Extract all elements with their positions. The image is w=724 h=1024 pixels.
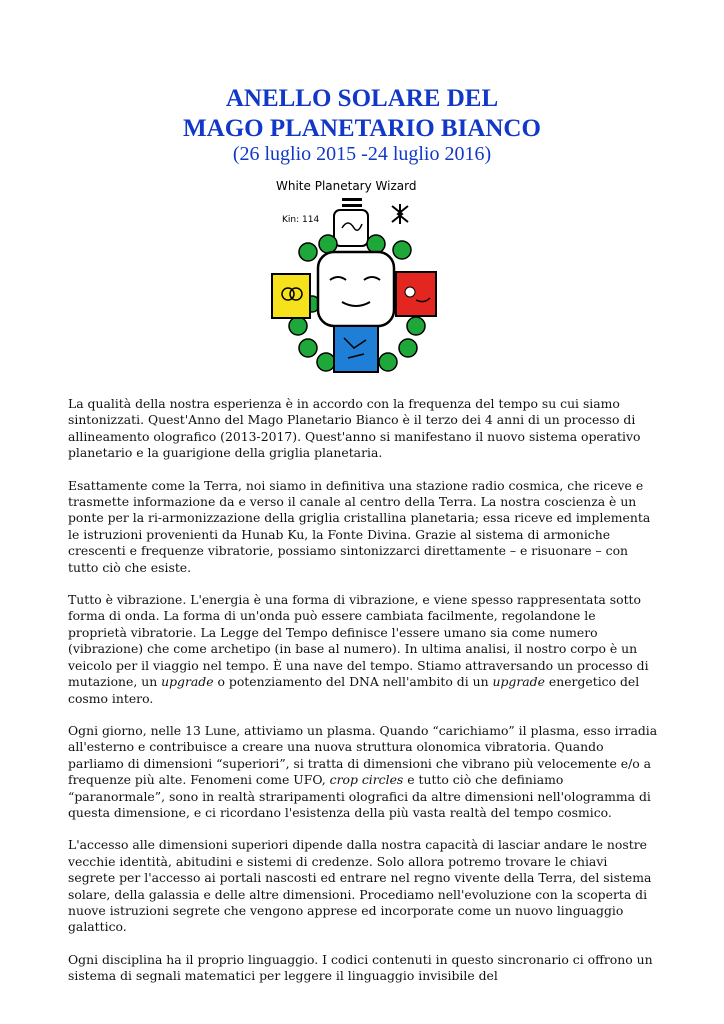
page-title xyxy=(0,84,724,144)
white-planetary-wizard-illustration xyxy=(268,176,450,376)
paragraph-3: Tutto è vibrazione. L'energia è una forma di vibrazione, e viene spesso rappresentata sotto forma di onda. La forma di un'onda può essere cambiata facilmente, regolandone le proprietà vibratorie. La Legge del Tempo definisce l'essere umano sia come numero (vibrazione) che come archetipo (in base al numero). In ultima analisi, il nostro corpo è un veicolo per il viaggio nel tempo. È una nave del tempo. Stiamo attraversando un processo di mutazione, un upgrade o potenziamento del DNA nell'ambito di un upgrade energetico del cosmo intero. xyxy=(68,592,649,706)
kin-number: Kin: 114 xyxy=(282,215,320,225)
blue-glyph xyxy=(334,326,378,372)
date-range-subtitle: (26 luglio 2015 -24 luglio 2016) xyxy=(232,143,492,165)
central-face xyxy=(318,252,394,326)
paragraph-6: Ogni disciplina ha il proprio linguaggio. I codici contenuti in questo sincronario ci offrono un sistema di segnali matematici per leggere il linguaggio invisibile del xyxy=(68,951,653,984)
tone-symbol-icon xyxy=(392,204,408,224)
red-glyph xyxy=(396,272,436,316)
paragraph-1: La qualità della nostra esperienza è in accordo con la frequenza del tempo su cui siamo sintonizzati. Quest'Anno del Mago Planetario Bianco è il terzo dei 4 anni di un processo di allineamento olografico (2013-2017). Quest'anno si manifestano il nuovo sistema operativo planetario e la guarigione della griglia planetaria. xyxy=(68,396,641,461)
wizard-glyph xyxy=(334,210,368,246)
illustration-caption: White Planetary Wizard xyxy=(276,179,417,193)
article-body xyxy=(68,396,658,1001)
title-line-2: MAGO PLANETARIO BIANCO xyxy=(183,115,541,142)
paragraph-5: L'accesso alle dimensioni superiori dipende dalla nostra capacità di lasciar andare le nostre vecchie identità, abitudini e sistemi di credenze. Solo allora potremo trovare le chiavi segrete per l'accesso ai portali nascosti ed entrare nel regno vivente della Terra, del sistema solare, della galassia e delle altre dimensioni. Procediamo nell'evoluzione con la scoperta di nuove istruzioni segrete che vengono apprese ed incorporate come un nuovo linguaggio galattico. xyxy=(68,837,652,935)
title-line-1: ANELLO SOLARE DEL xyxy=(225,85,499,112)
paragraph-2: Esattamente come la Terra, noi siamo in definitiva una stazione radio cosmica, che riceve e trasmette informazione da e verso il canale al centro della Terra. La nostra coscienza è un ponte per la ri-armonizzazione della griglia cristallina planetaria; essa riceve ed implementa le istruzioni provenienti da Hunab Ku, la Fonte Divina. Grazie al sistema di armoniche crescenti e frequenze vibratorie, possiamo sintonizzarci direttamente – e risuonare – con tutto ciò che esiste. xyxy=(68,477,651,575)
paragraph-4: Ogni giorno, nelle 13 Lune, attiviamo un plasma. Quando “carichiamo” il plasma, esso irradia all'esterno e contribuisce a creare una nuova struttura olonomica vibratoria. Quando parliamo di dimensioni “superiori”, si tratta di dimensioni che vibrano più velocemente e/o a frequenze più alte. Fenomeni come UFO, crop circles e tutto ciò che definiamo “paranormale”, sono in realtà straripamenti olografici da altre dimensioni nell'ologramma di questa dimensione, e ci ricordano l'esistenza della più vasta realtà del tempo cosmico. xyxy=(68,722,658,820)
